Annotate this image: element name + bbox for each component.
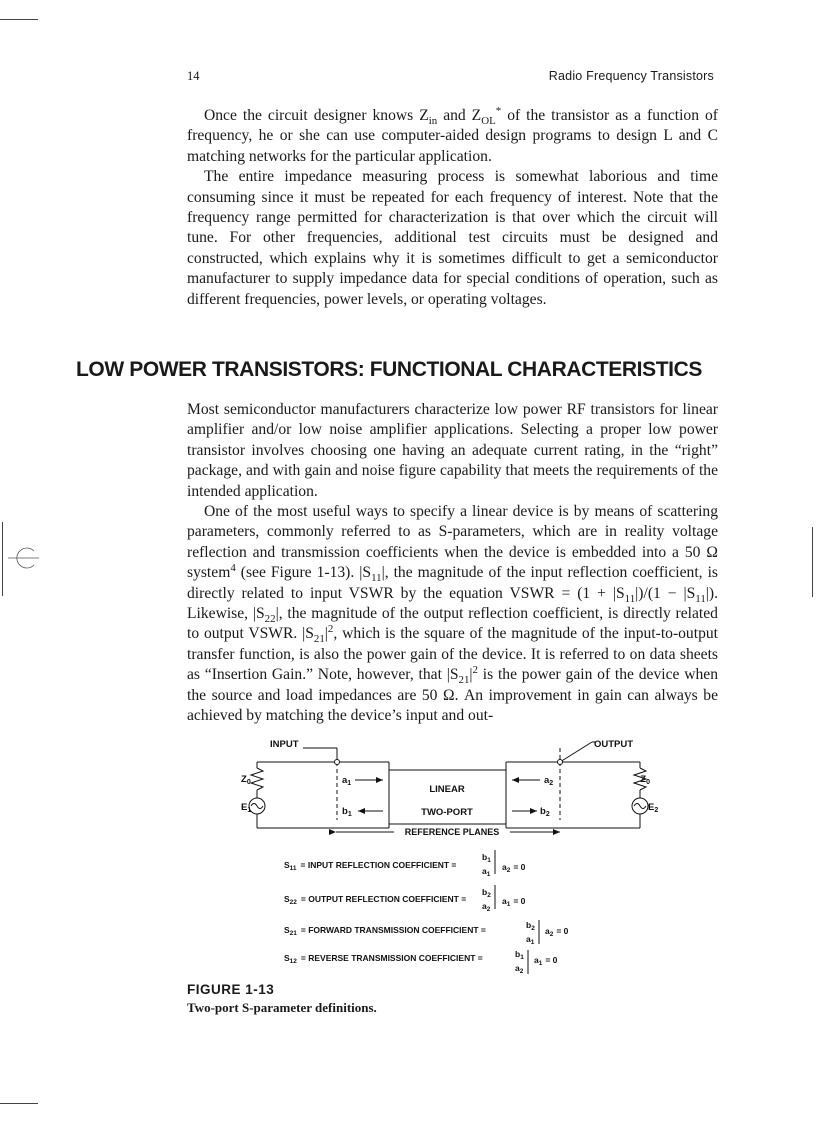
paragraph-1: Once the circuit designer knows $Z_{in}$ and $Z_{OL}^*$ of the transistor as a function of frequency, he or she can use computer-aided design programs to design L and C matching networks for the particular application. — [187, 104, 718, 165]
page-number: 14 — [187, 69, 200, 83]
paragraph-4: One of the most useful ways to specify a linear device is by means of scattering parameters, commonly referred to as S-parameters, which are in reality voltage reflection and transmission coefficients when the device is embedded into a 50 Ω system$^4$ (see Figure 1-13). $|S_{11}|$, the magnitude of the input reflection coefficient, is directly related to input VSWR by the equation VSWR = $(1 + |S_{11}|)/(1 - |S_{11}|)$. Likewise, $|S_{22}|$, the magnitude of the output reflection coefficient, is directly related to output VSWR. $|S_{21}|^2$, which is the square of the magnitude of the input-to-output transfer function, is also the power gain of the device. It is referred to on data sheets as “Insertion Gain.” Note, however, that $|S_{21}|^2$ is the power gain of the device when the source and load impedances are 50 Ω. An improvement in gain can always be achieved by matching the device’s input and out- — [187, 503, 718, 725]
svg-text:a1: $a_1$ — [482, 866, 491, 878]
svg-text:S21= FORWARD TRANSMISSION COEF: $S_{21}$ = FORWARD TRANSMISSION COEFFICIENT = — [284, 925, 486, 937]
s-parameter-figure — [241, 734, 659, 975]
input-label: INPUT — [270, 739, 299, 750]
paragraph-3: Most semiconductor manufacturers characterize low power RF transistors for linear amplifier and/or low noise amplifier applications. Selecting a proper low power transistor involves choosing one having an adequate current rating, in the “right” package, and with gain and noise figure capability that meets the requirements of the intended application. — [187, 401, 718, 500]
definition-s22 — [284, 887, 526, 913]
svg-text:a2= 0: $a_2 = 0$ — [502, 862, 526, 874]
crop-mark-bottom-left — [0, 1103, 38, 1104]
z0-left-resistor — [251, 768, 263, 790]
svg-text:a2: $a_2$ — [515, 963, 524, 975]
section-heading: LOW POWER TRANSISTORS: FUNCTIONAL CHARACTERISTICS — [76, 358, 702, 381]
svg-text:b1: $b_1$ — [515, 949, 524, 961]
svg-text:b2: $b_2$ — [526, 920, 535, 932]
z0-right-label: $Z_0$ — [640, 774, 650, 786]
box-line-1: LINEAR — [429, 784, 465, 795]
paragraph-2: The entire impedance measuring process is somewhat laborious and time consuming since it must be repeated for each frequency of interest. Note that the frequency range permitted for characterization is that over which the circuit will tune. For other frequencies, additional test circuits must be designed and constructed, which explains why it is sometimes difficult to get a semiconductor manufacturer to supply impedance data for special conditions of operation, such as different frequencies, power levels, or operating voltages. — [187, 168, 718, 308]
e1-label: $E_1$ — [241, 802, 252, 814]
svg-text:S12= REVERSE TRANSMISSION COEF: $S_{12}$ = REVERSE TRANSMISSION COEFFICIENT = — [284, 953, 483, 965]
output-terminal — [558, 760, 563, 765]
output-label: OUTPUT — [594, 739, 634, 750]
a2-label: $a_2$ — [544, 775, 554, 787]
svg-text:b1: $b_1$ — [482, 852, 491, 864]
body-text — [187, 400, 718, 727]
svg-text:a1= 0: $a_1 = 0$ — [502, 896, 526, 908]
svg-text:b2: $b_2$ — [482, 887, 491, 899]
e2-label: $E_2$ — [648, 802, 659, 814]
intro-text — [187, 106, 718, 310]
reference-planes-label: REFERENCE PLANES — [404, 827, 500, 837]
figure-caption: Two-port S-parameter definitions. — [187, 1000, 377, 1015]
box-line-2: TWO-PORT — [421, 807, 473, 818]
b1-label: $b_1$ — [342, 806, 352, 818]
definition-s11 — [284, 852, 526, 878]
input-terminal — [335, 760, 340, 765]
svg-text:S22= OUTPUT REFLECTION COEFFIC: $S_{22}$ = OUTPUT REFLECTION COEFFICIENT = — [284, 894, 467, 906]
z0-left-label: $Z_0$ — [241, 774, 251, 786]
output-leader — [560, 742, 592, 762]
svg-text:a2= 0: $a_2 = 0$ — [545, 926, 569, 938]
svg-text:a2: $a_2$ — [482, 901, 491, 913]
a1-label: $a_1$ — [342, 775, 352, 787]
definition-s12 — [284, 949, 558, 975]
figure-label: FIGURE 1-13 — [187, 982, 275, 997]
registration-mark — [6, 545, 40, 571]
definition-s21 — [284, 920, 569, 946]
svg-text:S11= INPUT REFLECTION COEFFICI: $S_{11}$ = INPUT REFLECTION COEFFICIENT = — [284, 860, 457, 872]
running-head: Radio Frequency Transistors — [548, 69, 714, 83]
crop-mark-mid-right — [812, 527, 813, 597]
svg-text:a1= 0: $a_1 = 0$ — [534, 955, 558, 967]
svg-text:a1: $a_1$ — [526, 934, 535, 946]
crop-mark-mid-left — [2, 522, 3, 596]
b2-label: $b_2$ — [540, 806, 550, 818]
crop-mark-top-left — [0, 19, 38, 20]
